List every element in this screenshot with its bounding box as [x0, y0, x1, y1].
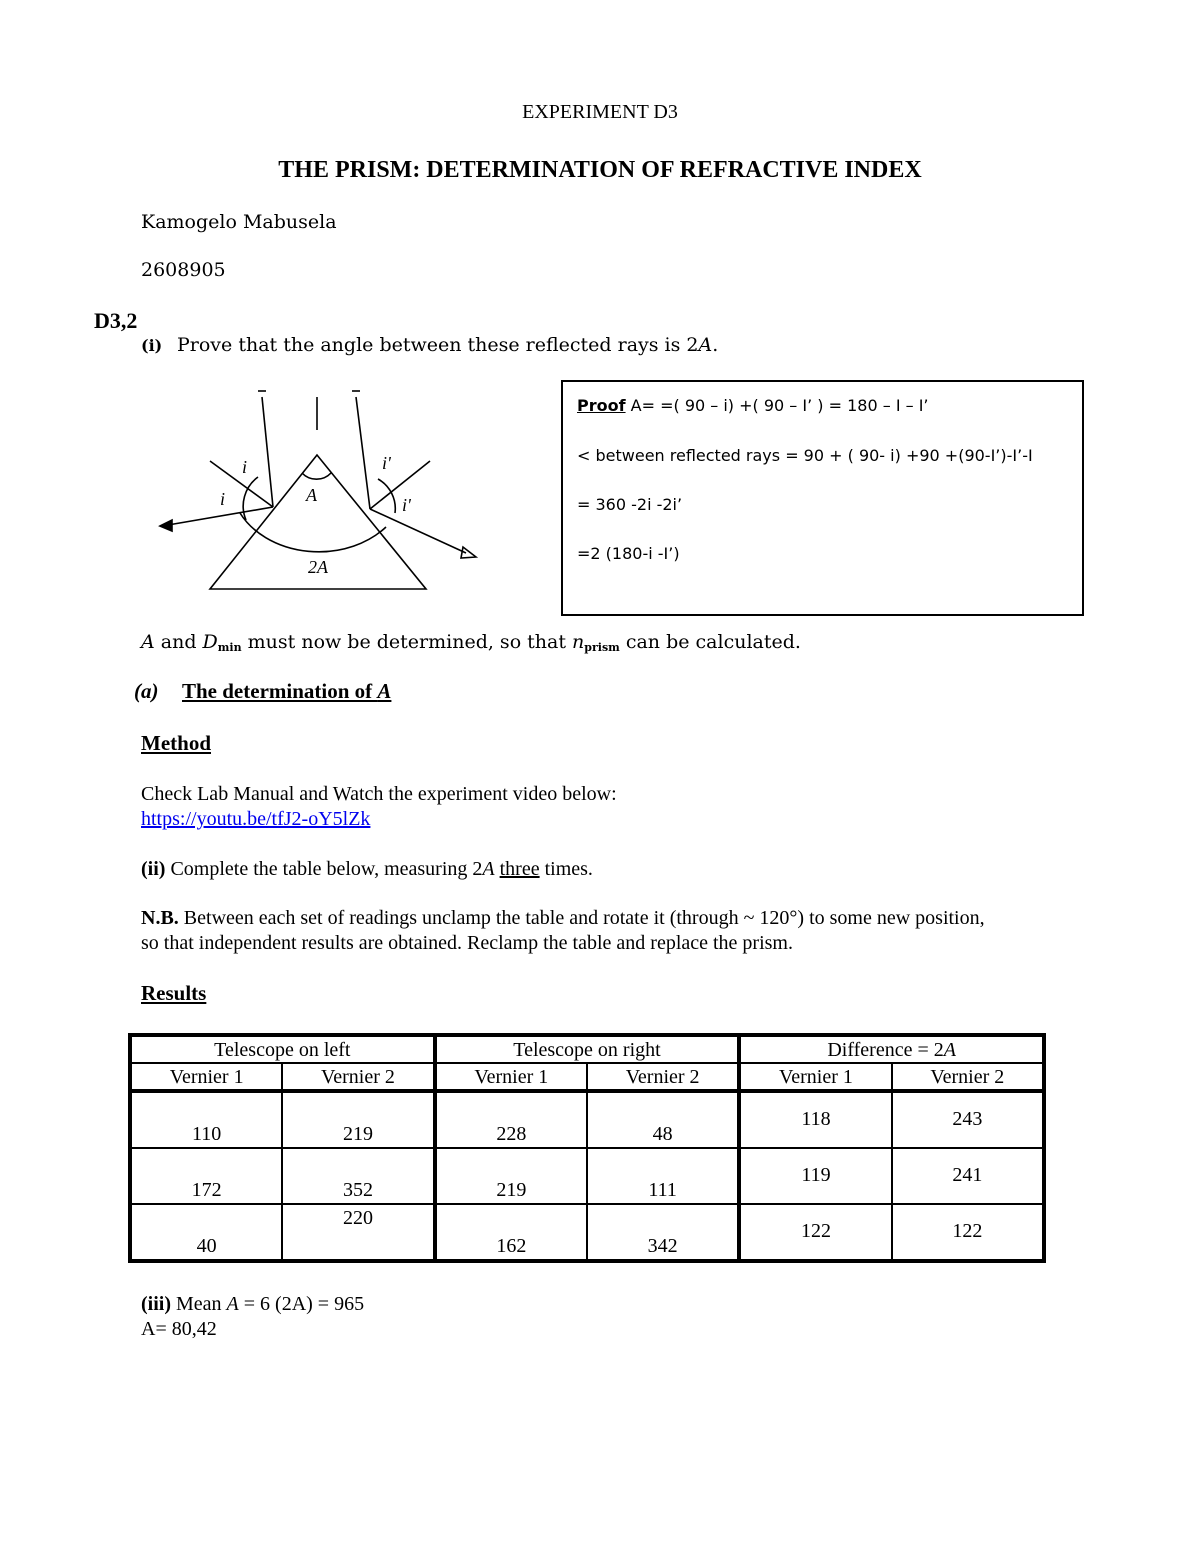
results-table [128, 1033, 1046, 1263]
section-label: D3,2 [94, 308, 138, 333]
var-A: A [141, 631, 155, 653]
results-heading: Results [141, 981, 207, 1005]
cell-left-v1: 172 [130, 1148, 282, 1204]
nb-text-1: Between each set of readings unclamp the table and rotate it (through ~ 120°) to some new position, [178, 907, 985, 929]
cell-diff-v2: 122 [892, 1204, 1044, 1261]
diagram-label-i-prime-bottom: i' [402, 495, 411, 515]
cell-right-v1: 219 [435, 1148, 587, 1204]
video-link[interactable]: https://youtu.be/tfJ2-oY5lZk [141, 808, 371, 830]
author-name: Kamogelo Mabusela [141, 211, 337, 233]
var-n: n [572, 631, 585, 653]
var-n-subscript: prism [584, 641, 620, 654]
cell-left-v2 [282, 1204, 434, 1261]
cell-right-v2: 111 [587, 1148, 739, 1204]
question-ii-text-c: times. [539, 858, 593, 880]
angle-arc-left [243, 477, 258, 520]
question-iii-marker: (iii) [141, 1293, 171, 1315]
var-D: D [202, 631, 218, 653]
question-i [141, 334, 718, 356]
question-iii-answer: A= 80,42 [141, 1318, 217, 1340]
diagram-label-i-prime-top: i' [382, 453, 391, 473]
question-i-end: . [712, 334, 719, 356]
method-heading: Method [141, 731, 211, 755]
question-i-var: A [698, 334, 713, 356]
cell-left-v2: 352 [282, 1148, 434, 1204]
proof-label: Proof [577, 396, 626, 415]
cell-diff-v2: 243 [892, 1091, 1044, 1148]
question-iii-text-b: = 6 (2A) = 965 [238, 1293, 365, 1315]
cell-left-v1: 40 [130, 1204, 282, 1261]
cell-right-v1: 228 [435, 1091, 587, 1148]
cell-left-v1: 110 [130, 1091, 282, 1148]
arrow-left [160, 520, 172, 531]
cell-diff-v1: 118 [739, 1091, 891, 1148]
determine-and: and [154, 631, 203, 653]
proof-box [561, 380, 1084, 616]
incident-ray-right [356, 397, 370, 509]
proof-line-1-text: A= =( 90 – i) +( 90 – I’ ) = 180 – I – I’ [625, 396, 929, 415]
subheader-right-v1: Vernier 1 [435, 1063, 587, 1091]
table-row [130, 1204, 1044, 1261]
nb-label: N.B. [141, 907, 179, 929]
question-ii-text-a: Complete the table below, measuring 2 [165, 858, 483, 880]
question-iii [141, 1293, 364, 1316]
header-difference-var: A [943, 1038, 956, 1061]
question-ii-underlined: three [499, 858, 540, 880]
question-iii-var: A [226, 1293, 239, 1315]
table-row [130, 1148, 1044, 1204]
diagram-label-2A: 2A [308, 557, 328, 577]
subheader-diff-v2: Vernier 2 [892, 1063, 1044, 1091]
method-text: Check Lab Manual and Watch the experiment video below: [141, 783, 617, 805]
cell-diff-v1: 122 [739, 1204, 891, 1261]
question-i-text: Prove that the angle between these reflected rays is 2 [177, 334, 699, 356]
part-a-title-text: The determination of [182, 679, 378, 703]
part-a-title [182, 679, 391, 703]
cell-right-v2: 48 [587, 1091, 739, 1148]
cell-right-v1: 162 [435, 1204, 587, 1261]
angle-arc-2A [240, 513, 386, 552]
question-ii [141, 858, 593, 881]
var-D-subscript: min [217, 641, 242, 654]
diagram-label-i-bottom: i [220, 489, 226, 509]
subheader-right-v2: Vernier 2 [587, 1063, 739, 1091]
proof-line-2: < between reflected rays = 90 + ( 90- i) +90 +(90-I’)-I’-I [577, 446, 1033, 465]
header-telescope-right: Telescope on right [435, 1035, 740, 1063]
proof-line-4: =2 (180-i -I’) [577, 544, 680, 563]
nb-line-2: so that independent results are obtained. Reclamp the table and replace the prism. [141, 932, 793, 954]
question-i-marker: (i) [141, 336, 163, 355]
normal-right [370, 461, 430, 509]
page-title: THE PRISM: DETERMINATION OF REFRACTIVE INDEX [278, 157, 922, 183]
determine-sentence [141, 631, 801, 654]
part-a-heading [134, 679, 391, 704]
table-row [130, 1091, 1044, 1148]
part-a-marker: (a) [134, 679, 159, 703]
table-group-header-row [130, 1035, 1044, 1063]
header-difference [739, 1035, 1044, 1063]
subheader-left-v2: Vernier 2 [282, 1063, 434, 1091]
experiment-label: EXPERIMENT D3 [522, 101, 678, 123]
angle-arc-apex [302, 473, 331, 479]
question-ii-var: A [482, 858, 495, 880]
question-iii-text-a: Mean [171, 1293, 227, 1315]
cell-left-v2: 219 [282, 1091, 434, 1148]
header-difference-text: Difference = 2 [827, 1038, 944, 1061]
table-sub-header-row [130, 1063, 1044, 1091]
determine-end: can be calculated. [619, 631, 801, 653]
cell-diff-v1: 119 [739, 1148, 891, 1204]
diagram-label-A: A [306, 485, 317, 505]
proof-line-3: = 360 -2i -2i’ [577, 495, 683, 514]
determine-mid: must now be determined, so that [241, 631, 573, 653]
diagram-label-i-top: i [242, 457, 248, 477]
cell-diff-v2: 241 [892, 1148, 1044, 1204]
header-telescope-left: Telescope on left [130, 1035, 435, 1063]
cell-left-v2-value: 220 [342, 1207, 373, 1229]
reflected-ray-left [168, 507, 273, 525]
cell-right-v2: 342 [587, 1204, 739, 1261]
subheader-left-v1: Vernier 1 [130, 1063, 282, 1091]
proof-line-1 [577, 396, 929, 415]
nb-line-1 [141, 907, 985, 930]
subheader-diff-v1: Vernier 1 [739, 1063, 891, 1091]
reflected-ray-right [370, 509, 466, 553]
question-ii-marker: (ii) [141, 858, 166, 880]
prism-diagram [150, 385, 490, 605]
incident-ray-left [262, 397, 273, 507]
part-a-title-var: A [377, 679, 392, 703]
student-number: 2608905 [141, 259, 226, 281]
